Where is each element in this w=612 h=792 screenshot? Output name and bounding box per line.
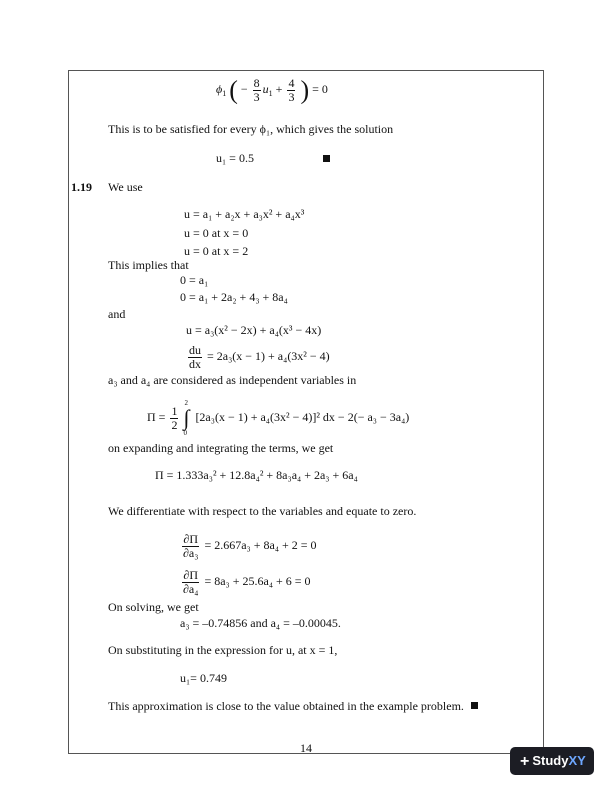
equation-dpi-da4 [180,566,311,596]
badge-xy-text: XY [568,753,586,768]
fraction-du-dx [188,344,202,371]
badge-study-text: Study [532,753,569,768]
plus-sign: + [275,82,283,96]
u1-solution [216,151,254,165]
fraction-denominator: 3 [288,89,295,104]
equation-u: u = a₃(x² − 2x) + a₄(x³ − 4x) [186,323,322,337]
equation-derivative [186,341,330,371]
fraction-numerator: ∂Π [183,567,199,582]
fraction-denominator: dx [189,356,201,371]
page-number: 14 [300,741,312,755]
fraction-8-3 [253,77,261,104]
solution-a3-a4: a₃ = –0.74856 and a₄ = –0.00045. [180,616,341,630]
plus-icon: + [520,753,530,770]
equation-rhs: = 2a₃(x − 1) + a₄(3x² − 4) [207,349,330,363]
fraction-denominator: ∂a₄ [183,581,199,596]
fraction-numerator: 4 [288,75,295,90]
fraction-numerator: du [189,342,201,357]
substituting-text: On substituting in the expression for u, at x = 1, [108,643,338,657]
equation-pi-result: Π = 1.333a₃² + 12.8a₄² + 8a₃a₄ + 2a₃ + 6a₄ [155,468,358,482]
integral-lower-limit: 0 [183,429,187,438]
studyxy-badge[interactable] [510,747,594,775]
integral-sign: ∫ 2 0 [183,399,190,438]
integral-upper-limit: 2 [184,399,188,408]
fraction-numerator: 8 [253,75,260,90]
equation-rhs: = 0 [312,82,328,96]
we-use-text: We use [108,180,143,194]
fraction-numerator: 1 [171,403,178,418]
equation-dpi-da3 [180,530,317,560]
phi-subscript: 1 [222,89,227,98]
fraction-denominator: 2 [171,417,178,432]
fraction-denominator: ∂a₃ [183,545,199,560]
fraction-dpi-da3 [182,533,199,560]
approximation-text [108,699,478,713]
end-of-solution-mark [323,152,330,166]
equation-a1: 0 = a₁ [180,273,209,287]
minus-sign: − [240,82,248,96]
and-text: and [108,307,126,321]
approximation-sentence: This approximation is close to the value obtained in the example problem. [108,699,464,713]
equation-bc2: u = 0 at x = 2 [184,244,249,258]
equation-pi [147,399,410,438]
phi-symbol: ϕ [216,82,223,96]
u-subscript: 1 [268,89,273,98]
pi-lhs: Π = [147,410,166,424]
equation-phi: $\phi_1$ ( − $\frac{8}{3}$ $u_1$ + $\frac{4}{3}$ ) = 0 [216,75,328,105]
end-of-solution-mark [471,702,478,709]
u-variable: u [262,82,269,96]
differentiate-text: We differentiate with respect to the variables and equate to zero. [108,504,417,518]
u1-solution-value: u₁ = 0.5 [216,151,254,165]
u1-result: u₁= 0.749 [180,671,227,685]
independent-variables-text: a₃ and a₄ are considered as independent variables in [108,373,357,387]
equation-sum: 0 = a₁ + 2a₂ + 4₃ + 8a₄ [180,290,288,304]
equation-rhs: = 8a₃ + 25.6a₄ + 6 = 0 [204,574,311,588]
implies-text: This implies that [108,258,189,272]
problem-number: 1.19 [71,180,92,194]
fraction-dpi-da4 [182,569,199,596]
equation-bc1: u = 0 at x = 0 [184,226,249,240]
integrand: [2a₃(x − 1) + a₄(3x² − 4)]² dx − 2(− a₃ − 3a₄) [195,410,410,424]
fraction-denominator: 3 [253,89,260,104]
fraction-4-3 [287,77,295,104]
solving-text: On solving, we get [108,600,199,614]
fraction-numerator: ∂Π [183,531,199,546]
expanding-text: on expanding and integrating the terms, we get [108,441,334,455]
equation-polynomial: u = a₁ + a₂x + a₃x² + a₄x³ [184,207,305,221]
fraction-half [170,405,178,432]
text-every-phi: This is to be satisfied for every ϕ₁, which gives the solution [108,122,394,136]
equation-rhs: = 2.667a₃ + 8a₄ + 2 = 0 [204,538,317,552]
